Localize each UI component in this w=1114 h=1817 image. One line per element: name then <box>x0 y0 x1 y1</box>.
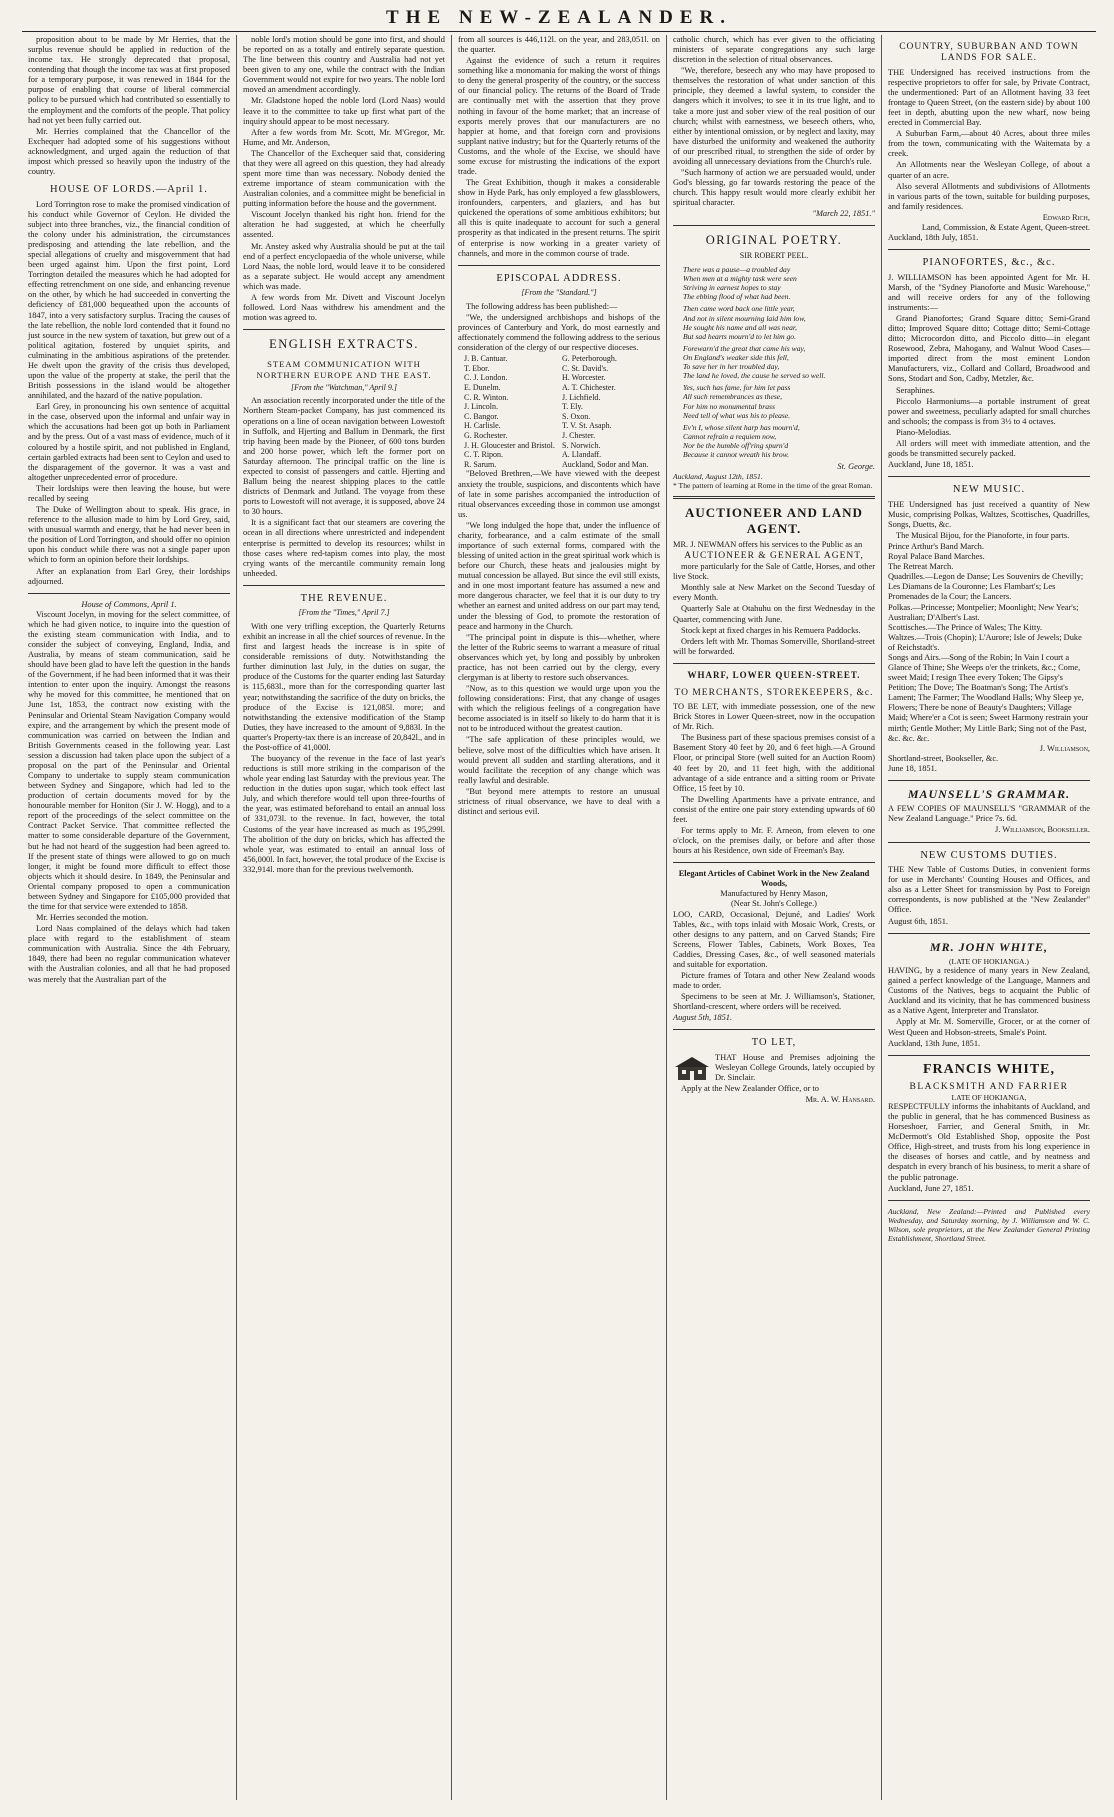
bishop-name: T. Ebor. <box>464 363 490 373</box>
ad-heading: TO MERCHANTS, STOREKEEPERS, &c. <box>674 687 874 698</box>
ad-heading: FRANCIS WHITE, <box>923 1061 1055 1077</box>
poem-line: Striving in earnest hopes to stay <box>683 283 781 293</box>
section-heading: ENGLISH EXTRACTS. <box>269 337 419 352</box>
bishop-name: H. Worcester. <box>562 373 606 383</box>
ad-subheading: LATE OF HOKIANGA, <box>951 1092 1027 1102</box>
divider <box>243 585 445 586</box>
poem-line: Yes, such has fame, for him let pass <box>683 383 791 393</box>
ad-text: Also several Allotments and subdivisions of Allotments in various parts of the town, suitable for building purposes, and family residences. <box>888 181 1090 211</box>
poem-line: Then came word back one little year, <box>683 304 795 314</box>
paragraph: Earl Grey, in pronouncing his own sentence of acquittal in the case, observed upon the informal and unfair way in which the accusations had been got up both in Parliament and by the press. Out of a vast mass of evidence, much of it coloured by a hostile spirit, and not published in England, certain garbled extracts had been sent to Ceylon and used to the disparagement of the governor. It was a vast and altogether unprecedented error of procedure. <box>28 402 230 482</box>
ad-text: Seraphines. <box>896 385 935 395</box>
ad-text: An Allotments near the Wesleyan College, of about a quarter of an acre. <box>888 160 1090 180</box>
paragraph: Lord Naas complained of the delays which had taken place with regard to the establishment of steam communication with Australia. Since the 4th February, 1849, there had been no regular communication whatever with the Australian colonies, and all that he had proposed was merely that the Australian part of the <box>28 924 230 984</box>
poem-line: But sad hearts mourn'd to let him go. <box>683 331 796 341</box>
paragraph: Viscount Jocelyn, in moving for the select committee, of which he had given notice, to inquire into the question of the existing steam communication with India, and to consider the subject of conveying, England, India, and Australia, by means of steam communication, said he should have been glad to have left the question in the hands of the Government, if he had been informed that it was their intention to enter upon the inquiry. Amongst the reasons why he moved for this committee, he mentioned that on June 1st, 1853, the contract now existing with the Peninsular and Oriental Steam Navigation Company would expire, and the arrangement by which the present mode of communication was carried on between the Indian and British Governments ceased in the following year. Last session a discussion had taken place upon the subject of a proposal on the part of the Peninsular and Oriental Company to undertake to supply steam communication between Sydney and Singapore, which had led to the production of certain documents moved for by the honourable member for Honiton (Sir J. W. Hogg), and to a report of the proceedings of the select committee on the Contract Packet Service. That committee reflected the matter to some considerable departure of the Government, but he had not heard of the suggestion had been agreed to. If the present state of things were allowed to go on much longer, it might be found more difficult to effect those objects which it should desire. In 1849, the Peninsular and Oriental company proposed to open a communication between Sydney and Singapore for £105,000 provided that the time for that service were extended to 1858. <box>28 609 230 911</box>
paragraph: Against the evidence of such a return it requires something like a monomania for making the worst of things to deny the general prosperity of the country, or the success of our financial policy. The returns of the Board of Trade are continually met with the assertion that they prove nothing in favour of the home market; that an increase of exports merely proves that our manufacturers are no happier at home, and that foreign corn and provisions supplant native industry; but for the Quarterly returns of the Customs, and the whole of the Excise, we should have some excuse for mistrusting the indications of the export trade. <box>458 56 660 177</box>
ad-subheading: (LATE OF HOKIANGA.) <box>949 956 1029 966</box>
date-line: "March 22, 1851." <box>812 209 875 219</box>
ad-text: RESPECTFULLY informs the inhabitants of Auckland, and the public in general, that he has commenced Business as Horseshoer, Farrier, and General Smith, in Mr. McDermott's Old Established Shop, opposite the Post Office, High-street, and trusts from his long experience in the diseases of horses and cattle, and by neatness and despatch in every branch of his business, to merit a share of the public patronage. <box>888 1102 1090 1182</box>
ad-heading: MR. JOHN WHITE, <box>929 939 1049 954</box>
paragraph: Lord Torrington rose to make the promised vindication of his conduct while Governor of Ceylon. He divided the subject into three branches, viz., the financial condition of the colony under his administration, the circumstances predisposing and attending the late rebellion, and the special allegations of cruelty and misgovernment that had been urged against him. Upon the first point, Lord Torrington detailed the measures which he had adopted for effecting retrenchment on one side, and enhancing revenue on the other, by which he had succeeded in converting the deficiency of £81,000 bequeathed upon the accounts of 1847, into a very satisfactory surplus. Tracing the causes of the late rebellion, the noble lord contended that it found no just source in the new system of taxation, but grew out of a political agitation, fostered by unquiet spirits, and culminating in the ambitious aspirations of the pretender. He dwelt upon the gravity of the crisis thus developed, upon the value of the property at stake, the peril that the British possessions in the island would be altogether annihilated, and the hazard of the native population. <box>28 199 230 401</box>
bishop-name: S. Norwich. <box>562 440 601 450</box>
paragraph: The following address has been published:— <box>466 301 618 311</box>
paragraph: Their lordships were then leaving the house, but were recalled by seeing <box>28 483 230 503</box>
divider <box>243 329 445 330</box>
ad-text: AUCTIONEER & GENERAL AGENT, <box>684 550 864 561</box>
article-title: EPISCOPAL ADDRESS. <box>496 272 622 284</box>
bishops-column <box>562 354 660 469</box>
poem-stanza <box>683 265 875 301</box>
divider <box>673 663 875 664</box>
ad-heading: MAUNSELL'S GRAMMAR. <box>907 786 1071 801</box>
music-item: The Retreat March. <box>888 562 954 572</box>
poem-line: Because it cannot wreath his brow. <box>683 450 790 460</box>
column-1 <box>22 35 237 1800</box>
paragraph: The Duke of Wellington about to speak. His grace, in reference to the allusion made to him by Lord Grey, said, with unusual warmth and energy, that he had never been in the position of Lord Torrington, and should offer no opinion upon his conduct while there was not a single paper upon which to form an opinion before their lordships. <box>28 505 230 565</box>
paragraph: "But beyond mere attempts to restore an unusual strictness of ritual observance, we have to deal with a distinct and serious evil. <box>458 786 660 816</box>
ad-text: The Dwelling Apartments have a private entrance, and consist of the entire one pair story extending upwards of 60 feet. <box>673 794 875 824</box>
ad-text: THAT House and Premises adjoining the Wesleyan College Grounds, lately occupied by Dr. Sinclair. <box>715 1052 875 1083</box>
ad-text: (Near St. John's College.) <box>731 899 817 909</box>
ad-text: Specimens to be seen at Mr. J. Williamson's, Stationer, Shortland-crescent, where orders will be received. <box>673 992 875 1012</box>
ad-text: J. WILLIAMSON has been appointed Agent for Mr. H. Marsh, of the "Sydney Pianoforte and Music Warehouse," and will receive orders for any of the following instruments:— <box>888 272 1090 312</box>
ad-text: MR. J. NEWMAN offers his services to the Public as an <box>673 539 863 549</box>
divider <box>888 842 1090 843</box>
date-line: August 5th, 1851. <box>673 1013 733 1023</box>
ad-signature: Land, Commission, & Estate Agent, Queen-street. <box>921 222 1090 232</box>
paragraph: An association recently incorporated under the title of the Northern Steam-packet Company, has just commenced its operations on a line of ocean navigation between Lowestoft in Suffolk, and Hjerting and Ballum in Denmark, the first trip having been made by the Pioneer, of 600 tons burden and 200 horse power, which left the former port on Saturday afternoon. The principal traffic on the line is expected to consist of passengers and cattle. Hjerting and Ballum being the nearest shipping places to the cattle districts of Denmark and Jutland. The voyage from these ports to Lowestoft will not average, it is supposed, above 24 to 30 hours. <box>243 396 445 517</box>
divider <box>28 593 230 594</box>
poem <box>673 265 875 459</box>
ad-text: THE Undersigned has just received a quantity of New Music, comprising Polkas, Waltzes, Scottisches, Quadrilles, Songs, Duetts, &c. <box>888 499 1090 529</box>
date-line: June 18, 1851. <box>888 763 937 773</box>
bishop-name: J. Lincoln. <box>464 402 498 412</box>
ad-text: All orders will meet with immediate attention, and the goods be transmitted securely packed. <box>888 438 1090 459</box>
poem-line: The land he loved, the cause he served so well. <box>683 371 826 381</box>
music-list <box>888 542 1090 744</box>
divider <box>888 249 1090 250</box>
bishop-name: A. Llandaff. <box>562 450 602 460</box>
music-item: Royal Palace Band Marches. <box>888 552 985 562</box>
bishop-name: C. R. Winton. <box>464 392 509 402</box>
poem-line: Forewarn'd the great that came his way, <box>683 343 806 353</box>
poem-line: On England's weaker side this fell, <box>683 352 789 362</box>
bishop-name: C. St. David's. <box>562 363 609 373</box>
paragraph: "The principal point in dispute is this—whether, where the letter of the Rubric seems to warrant a measure of ritual observances which yet, by long and possibly by unbroken practice, has not been carried out by the clergy, every clergyman is at liberty to restore such observances. <box>458 632 660 682</box>
paragraph: "Such harmony of action we are persuaded would, under God's blessing, go far towards restoring the peace of the church. This happy result would more clearly exhibit her spiritual character. <box>673 168 875 208</box>
divider <box>673 1029 875 1030</box>
date-line: Auckland, 13th June, 1851. <box>888 1038 981 1048</box>
poem-line: Cannot refrain a requiem now, <box>683 431 777 441</box>
paragraph: "Beloved Brethren,—We have viewed with the deepest anxiety the trouble, suspicions, and discontents which have of late in some parishes accompanied the introduction of ritual observances exceeding those in common use amongst us. <box>458 469 660 519</box>
paragraph: The buoyancy of the revenue in the face of last year's reductions is still more striking in the comparison of the whole year ending last Saturday with the previous year. The reduction in the duties upon sugar, which took effect last July, and which therefore would tell upon three-fourths of the year, was estimated beforehand to entail an annual loss of 331,073l. to the revenue. In fact, however, the total Customs of the year have increased as much as 195,299l. The abolition of the duty on bricks, which has affected the whole year, was estimated to entail an annual loss of 456,000l. In fact, however, the total produce of the Excise is 332,914l. more than for the previous twelvemonth. <box>243 754 445 874</box>
music-item: Waltzes.—Trois (Chopin); L'Aurore; Isle of Jewels; Duke of Reichstadt's. <box>888 632 1082 652</box>
paragraph: from all sources is 446,112l. on the year, and 283,051l. on the quarter. <box>458 35 660 55</box>
music-item: Polkas.—Princesse; Montpelier; Moonlight; New Year's; Australian; D'Albert's Last. <box>888 602 1079 622</box>
paragraph: A few words from Mr. Divett and Viscount Jocelyn followed. Lord Naas withdrew his amendment and the motion was agreed to. <box>243 292 445 323</box>
ad-heading: NEW CUSTOMS DUTIES. <box>920 849 1058 861</box>
column-5 <box>882 35 1096 1800</box>
music-item: Quadrilles.—Legon de Danse; Les Souvenirs de Chevilly; Les Diamans de la Couronne; Les Flambart's; Les Promenades de la Cour; the Lancers. <box>888 572 1084 602</box>
ad-text: The Musical Bijou, for the Pianoforte, in four parts. <box>896 531 1070 541</box>
poem-line: The ebbing flood of what had been. <box>683 292 791 302</box>
divider <box>888 476 1090 477</box>
ad-subheading: BLACKSMITH AND FARRIER <box>909 1081 1069 1092</box>
bishop-name: C. Bangor. <box>464 411 499 421</box>
ad-text: Quarterly Sale at Otahuhu on the first Wednesday in the Quarter, commencing with June. <box>673 604 875 624</box>
paragraph: noble lord's motion should be gone into first, and should be reported on as a totally and entirely separate question. The line between this country and Australia had not yet been given to any one, while the contract with the Indian Government would not expire for two years. The noble lord moved an amendment accordingly. <box>243 35 445 95</box>
bishop-name: S. Oxon. <box>562 411 591 421</box>
ad-signature: J. Williamson, <box>1039 743 1090 753</box>
paragraph: "We, therefore, beseech any who may have proposed to themselves the restoration of what under sanction of this principle, they deemed a lawful system, to consider the dangers which it involves; to see it in its true light, and to take a more just and sober view of the real position of our church; whilst with earnestness, we beseech others, who, either by intentional omission, or by neglect and laxity, may have disturbed the uniformity and weakened the authority of our prescribed ritual, to strengthen the side of order by avoiding all unnecessary deviations from the Church's rule. <box>673 66 875 166</box>
paragraph: "Now, as to this question we would urge upon you the following considerations: First, that any change of usages with which the religious feelings of a congregation have become associated is in itself so likely to do harm that it is not to be introduced without the greatest caution. <box>458 684 660 734</box>
poem-stanza <box>683 344 875 380</box>
ad-heading: AUCTIONEER AND LAND AGENT. <box>685 505 863 537</box>
bishop-name: T. Ely. <box>562 402 583 412</box>
ad-text: THE New Table of Customs Duties, in convenient forms for use in Merchants' Counting Houses and Offices, and also as a Letter Sheet for transmission by Post to Foreign correspondents, is now published at the "New Zealander" Office. <box>888 865 1090 915</box>
ad-signature: Edward Rich, <box>1042 212 1090 222</box>
divider <box>888 780 1090 781</box>
ad-text: Stock kept at fixed charges in his Remuera Paddocks. <box>681 625 861 635</box>
poem-line: For him no monumental brass <box>683 401 775 411</box>
bishop-name: J. Chester. <box>562 431 596 441</box>
bishop-name: J. H. Gloucester and Bristol. <box>464 440 555 450</box>
poem-stanza <box>683 304 875 340</box>
ad-heading: COUNTRY, SUBURBAN AND TOWN LANDS FOR SALE. <box>899 42 1079 64</box>
section-heading: House of Commons, April 1. <box>81 599 177 609</box>
ad-text: THE Undersigned has received instructions from the respective proprietors to offer for sale, by Private Contract, the undermentioned: Part of an Allotment having 33 feet frontage to Queen Street, (on the eastern side) by about 100 feet in depth, abutting upon the new wharf, now being erected in Commercial Bay. <box>888 67 1090 128</box>
poem-title: SIR ROBERT PEEL. <box>739 251 809 261</box>
bishop-name: Auckland, Sodor and Man. <box>562 459 649 469</box>
date-line: August 6th, 1851. <box>888 916 949 926</box>
paragraph: The Chancellor of the Exchequer said that, considering that they were all agreed on this question, they had already spent more time than was necessary. Nobody denied the extreme importance of steam communication with the Australian colonies, and a committee might be beneficial in putting information before the house and the government. <box>243 148 445 209</box>
ad-heading: NEW MUSIC. <box>952 484 1026 496</box>
poem-line: When men at a mighty task were seen <box>683 274 797 284</box>
divider <box>673 862 875 863</box>
divider <box>673 496 875 499</box>
poem-line: Ev'n I, whose silent harp has mourn'd, <box>683 422 800 432</box>
ad-heading: Elegant Articles of Cabinet Work in the New Zealand Woods, <box>678 869 870 889</box>
bishop-name: G. Peterborough. <box>562 354 617 364</box>
ad-signature: Shortland-street, Bookseller, &c. <box>888 753 999 763</box>
paragraph: With one very trifling exception, the Quarterly Returns exhibit an increase in all the chief sources of revenue. In the first and largest heads the increase is in spite of considerable remissions of duty. Notwithstanding the further diminution last July, in the duties on sugar, the produce of the Customs for the quarter ending last Saturday is 115,683l., more than for the corresponding quarter last year; notwithstanding the sacrifice of the duty on bricks, the produce of the Excise is 121,085l. more; and notwithstanding the extensive modification of the Stamp Duties, they have increased to the amount of 9,883l. In the quarter's Property-tax there is an increase of 20,842l., and in the Post-office of 41,000l. <box>243 622 445 752</box>
poem-line: Nor be the humble off'ring spurn'd <box>683 440 789 450</box>
ad-text: Grand Pianofortes; Grand Square ditto; Semi-Grand ditto; Improved Square ditto; Cottage ditto; Semi-Cottage ditto; Microcordon ditto, and Piccolo ditto—in elegant Rosewood, Zebra, Mahogany, and Walnut Wood Cases—imported direct from the most eminent London Manufacturers, viz., Collard and Collard, Broadwood and Sons, Stodart and Son, Cadby, Metzler, &c. <box>888 314 1090 384</box>
music-item: Scottisches.—The Prince of Wales; The Kitty. <box>888 622 1043 632</box>
ad-text: For terms apply to Mr. F. Arneon, from eleven to one o'clock, on the premises daily, or before and after those hours at his Residence, own side of Freeman's Bay. <box>673 825 875 856</box>
ad-text: LOO, CARD, Occasional, Dejuné, and Ladies' Work Tables, &c., with tops inlaid with Mosaic Work, Crests, or other designs to any pattern, and on Carved Stands; Fire Screens, Flower Tables, Cabinets, Work Boxes, Tea Caddies, Dressing Cases, &c., of well seasoned materials and suitable for exportation. <box>673 909 875 969</box>
article-title: STEAM COMMUNICATION WITH NORTHERN EUROPE AND THE EAST. <box>256 359 432 380</box>
ad-text: Orders left with Mr. Thomas Somerville, Shortland-street will be forwarded. <box>673 636 875 656</box>
ad-text: more particularly for the Sale of Cattle, Horses, and other live Stock. <box>673 562 875 582</box>
bishop-name: T. V. St. Asaph. <box>562 421 612 431</box>
ad-heading: PIANOFORTES, &c., &c. <box>922 257 1056 269</box>
ad-text: A FEW COPIES OF MAUNSELL'S "GRAMMAR of the New Zealand Language." Price 7s. 6d. <box>888 804 1090 824</box>
ad-text: Picture frames of Totara and other New Zealand woods made to order. <box>673 970 875 991</box>
paragraph: After a few words from Mr. Scott, Mr. M'Gregor, Mr. Hume, and Mr. Anderson, <box>243 127 445 147</box>
ad-heading: TO LET, <box>751 1037 797 1049</box>
bishop-name: R. Sarum. <box>464 459 497 469</box>
divider <box>888 1055 1090 1056</box>
paragraph: It is a significant fact that our steamers are covering the ocean in all directions where unrestricted and independent enterprise is permitted to develop its resources; whilst in those cases where red-tapism comes into play, the most crying wants of the mercantile community remain long unheeded. <box>243 518 445 578</box>
date-line: Auckland, 18th July, 1851. <box>888 233 979 243</box>
date-line: Auckland, June 18, 1851. <box>888 460 974 470</box>
bishop-name: J. Lichfield. <box>562 392 601 402</box>
paragraph: Mr. Gladstone hoped the noble lord (Lord Naas) would leave it to the committee to take up first what part of the inquiry should appear to be most necessary. <box>243 96 445 126</box>
music-item: Songs and Airs.—Song of the Robin; In Vain I court a Glance of Thine; She Weeps o'er the trinkets, &c.; Come, sweet Maid; I resign Thee every Token; The Gipsy's Petition; The Dove; The Boatman's Song; The Artist's Lament; The Farmer; The Woodland Halls; Why Sleep ye, Flowers; There be none of Beauty's Daughters; Village Maid; Where'er a Cot is seen; Sweet Harmony restrain your mirth; Gentle Mother; My Little Bark; Sing not of the Past, &c. &c. &c. <box>888 652 1089 743</box>
poem-stanza <box>683 423 875 459</box>
bishop-name: C. T. Ripon. <box>464 450 504 460</box>
poem-line: All such remembrances as these, <box>683 392 783 402</box>
ad-text: Apply at Mr. M. Somerville, Grocer, or at the corner of West Queen and Hobson-streets, Smale's Point. <box>888 1017 1090 1037</box>
section-heading: ORIGINAL POETRY. <box>705 233 843 248</box>
paragraph: Mr. Anstey asked why Australia should be put at the tail end of a perfect encyclopaedia of the whole universe, while Lord Naas, the noble lord, would leave it to be considered as a separate subject. He would accept any amendment which was made. <box>243 241 445 291</box>
poem-stanza <box>683 383 875 419</box>
bishop-name: E. Dunelm. <box>464 383 501 393</box>
divider <box>458 265 660 266</box>
paragraph: Mr. Herries seconded the motion. <box>36 913 149 923</box>
paragraph: catholic church, which has ever given to the officiating ministers of separate congregations any such large discretion in the selection of ritual observances. <box>673 35 875 65</box>
bishop-name: A. T. Chichester. <box>562 383 616 393</box>
source-note: [From the "Standard."] <box>521 288 597 298</box>
ad-text: Monthly sale at New Market on the Second Tuesday of every Month. <box>673 583 875 603</box>
poem-signature: St. George. <box>837 462 875 472</box>
bishop-name: J. B. Cantuar. <box>464 354 508 364</box>
ad-text: TO BE LET, with immediate possession, one of the new Brick Stores in Lower Queen-street, now in the occupation of Mr. Rich. <box>673 702 875 732</box>
imprint: Auckland, New Zealand:—Printed and Published every Wednesday, and Saturday morning, by J. Williamson and W. C. Wilson, sole proprietors, at the New Zealander General Printing Establishment, Shortland Street. <box>888 1206 1090 1244</box>
poem-line: And not in silent mourning laid him low, <box>683 313 806 323</box>
ad-signature: Mr. A. W. Hansard. <box>805 1095 875 1105</box>
bishop-name: G. Rochester. <box>464 431 508 441</box>
poem-line: Need tell of what was his to please. <box>683 410 791 420</box>
article-title: THE REVENUE. <box>300 592 388 604</box>
date-line: Auckland, June 27, 1851. <box>888 1183 974 1193</box>
ad-heading: WHARF, LOWER QUEEN-STREET. <box>687 669 861 680</box>
house-icon <box>673 1055 711 1081</box>
source-note: [From the "Watchman," April 9.] <box>291 382 397 392</box>
bishops-list <box>458 354 660 469</box>
columns <box>22 35 1096 1800</box>
bishops-column <box>464 354 562 469</box>
masthead: THE NEW-ZEALANDER. <box>22 6 1096 32</box>
source-note: [From the "Times," April 7.] <box>298 608 390 618</box>
paragraph: The Great Exhibition, though it makes a considerable show in Hyde Park, has only employed a few glassblowers, ironfounders, carpenters, and glaziers, and has but quickened the operations of some ambitious exhibitors; but all this is quite inadequate to account for such a general prosperity as that indicated in the present returns. The spirit of enterprise is now working in a greater variety of channels, and more in the common course of trade. <box>458 178 660 258</box>
paragraph: proposition about to be made by Mr Herries, that the surplus revenue should be applied in reduction of the income tax. He strongly deprecated that proposal, contending that though the income tax was at first proposed for a temporary purpose, it was renewed in 1844 for the purpose of enabling that course of liberal commercial policy to be pursued which had contributed so essentially to the employment and the comforts of the people. That policy had not yet been fully carried out. <box>28 35 230 125</box>
music-item: Prince Arthur's Band March. <box>888 542 984 552</box>
divider <box>888 933 1090 934</box>
paragraph: Viscount Jocelyn thanked his right hon. friend for the alteration he had suggested, at which he cheerfully assented. <box>243 210 445 240</box>
ad-text: The Business part of these spacious premises consist of a Basement Story 40 feet by 20, and 6 feet high.—A Ground Floor, or principal Store (well suited for an Auction Room) 40 feet by 20, and 11 feet high, with the additional advantage of a side entrance and a sitting room or Private Office, 15 feet by 10. <box>673 733 875 793</box>
ad-text: HAVING, by a residence of many years in New Zealand, gained a perfect knowledge of the Language, Manners and Customs of the Natives, begs to acquaint the Public of Auckland and its vicinity, that he has commenced business as a Native Agent, Interpreter and Translator. <box>888 966 1090 1016</box>
column-4 <box>667 35 882 1800</box>
ad-text: Piccolo Harmoniums—a portable instrument of great power and sweetness, peculiarly adapted for small churches and schools; the compass is from 3½ to 4 octaves. <box>888 396 1090 426</box>
poem-line: He sought his name and all was near, <box>683 322 797 332</box>
column-3 <box>452 35 667 1800</box>
ad-text: Manufactured by Henry Mason, <box>720 889 828 899</box>
column-2 <box>237 35 452 1800</box>
ad-text: A Suburban Farm,—about 40 Acres, about three miles from the town, communicating with the Waitemata by a creek. <box>888 129 1090 159</box>
paragraph: "We, the undersigned archbishops and bishops of the provinces of Canterbury and York, do most earnestly and affectionately commend the following address to the serious consideration of the clergy of our respective dioceses. <box>458 312 660 353</box>
poem-line: There was a pause—a troubled day <box>683 265 791 274</box>
bishop-name: H. Carlisle. <box>464 421 501 431</box>
ad-text: Apply at the New Zealander Office, or to <box>681 1084 819 1094</box>
paragraph: After an explanation from Earl Grey, their lordships adjourned. <box>28 566 230 586</box>
bishop-name: C. J. London. <box>464 373 508 383</box>
section-heading: HOUSE OF LORDS.—April 1. <box>50 184 208 196</box>
ad-text: Piano-Melodias. <box>896 427 952 437</box>
poem-date: Auckland, August 12th, 1851. <box>673 472 763 482</box>
paragraph: "We long indulged the hope that, under the influence of charity, forbearance, and a calm estimate of the small importance of such external forms, compared with the blessing of united action in the great spiritual work which is before our Church, these heats and jealousies might by mutual concession be allayed. But since the evil still exists, and in one most important feature has assumed a new and more dangerous character, we feel that it is our duty to try whether an earnest and united address on our part may tend, under the blessing of God, to promote the restoration of peace and harmony in the Church. <box>458 520 660 631</box>
paragraph: Mr. Herries complained that the Chancellor of the Exchequer had adopted some of his suggestions without acknowledgment, and urged again the reduction of that impost which pressed so heavily upon the industry of the country. <box>28 126 230 177</box>
ad-signature: J. Williamson, Bookseller. <box>994 825 1090 835</box>
footnote: * The pattern of learning at Rome in the time of the great Roman. <box>673 481 873 491</box>
paragraph: "The safe application of these principles would, we believe, solve most of the difficulties which have arisen. It would prevent all sudden and startling alterations, and it would facilitate the reception of any change which was really lawful and desirable. <box>458 735 660 785</box>
divider <box>673 225 875 226</box>
divider <box>888 1200 1090 1201</box>
poem-line: To save her in her troubled day, <box>683 362 780 372</box>
